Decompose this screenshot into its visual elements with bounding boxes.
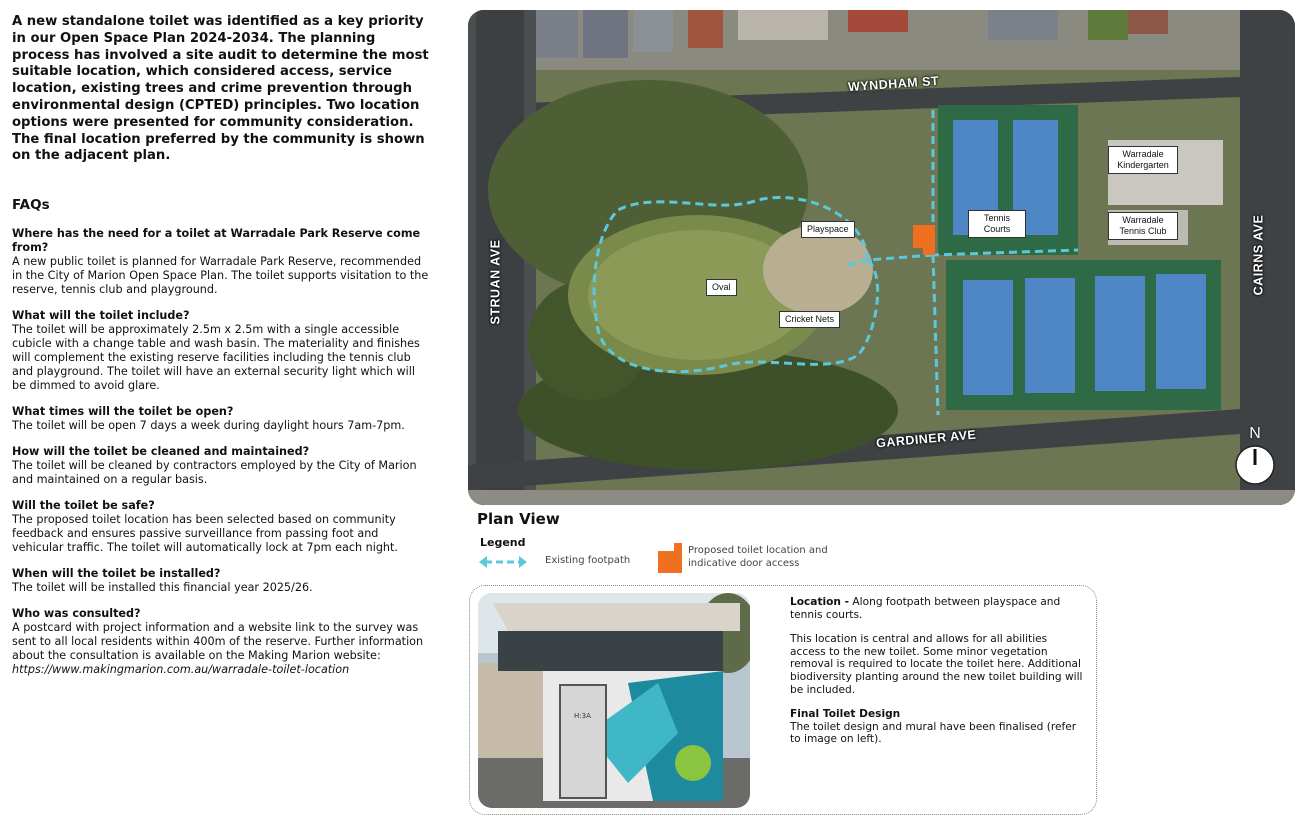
design-text: The toilet design and mural have been finalised (refer to image on left).: [790, 720, 1077, 746]
faq-answer: The toilet will be open 7 days a week during daylight hours 7am-7pm.: [12, 419, 405, 433]
location-label: Location -: [790, 596, 850, 608]
toilet-illustration: [478, 593, 750, 808]
faq-item: [12, 499, 430, 555]
location-paragraph: [790, 596, 1085, 621]
plan-view-title: Plan View: [477, 510, 560, 528]
faq-item: [12, 227, 430, 297]
road-label-cairns: CAIRNS AVE: [1251, 214, 1266, 296]
location-description: [790, 596, 1085, 758]
faq-question: Who was consulted?: [12, 607, 141, 621]
design-label: Final Toilet Design: [790, 708, 901, 721]
label-playspace: Playspace: [801, 221, 855, 238]
toilet-design-photo: [478, 593, 750, 808]
toilet-legend-icon: [658, 543, 682, 573]
faq-question: How will the toilet be cleaned and maintained?: [12, 445, 310, 459]
faq-question: Will the toilet be safe?: [12, 499, 155, 513]
central-paragraph: This location is central and allows for all abilities access to the new toilet. Some minor vegetation removal is required to locate the toilet here. Additional biodiversity planting around the new toilet building will be included.: [790, 633, 1083, 696]
label-tennis-club: Warradale Tennis Club: [1108, 212, 1178, 240]
faq-item: [12, 567, 430, 595]
label-cricket-nets: Cricket Nets: [779, 311, 840, 328]
faq-item: [12, 607, 430, 677]
faq-item: [12, 309, 430, 393]
faq-question: What times will the toilet be open?: [12, 405, 234, 419]
website-link[interactable]: https://www.makingmarion.com.au/warradale-toilet-location: [12, 663, 350, 677]
footpath-legend-icon: [479, 553, 527, 571]
left-column: [12, 14, 430, 689]
faq-answer: The proposed toilet location has been selected based on community feedback and ensures passive surveillance from passing foot and vehicular traffic. The toilet will automatically lock at 7pm each night.: [12, 513, 398, 555]
faq-question: What will the toilet include?: [12, 309, 190, 323]
location-text: Along footpath between playspace and tennis courts.: [790, 596, 1061, 621]
faq-answer: The toilet will be approximately 2.5m x 2.5m with a single accessible cubicle with a change table and wash basin. The materiality and finishes will complement the existing reserve facilities including the tennis club and playground. The toilet will have an external security light which will be dimmed to avoid glare.: [12, 323, 420, 393]
door-sign: H:3A: [574, 712, 591, 720]
road-label-gardiner: GARDINER AVE: [875, 427, 977, 451]
faq-question: Where has the need for a toilet at Warradale Park Reserve come from?: [12, 227, 421, 255]
faq-item: [12, 445, 430, 487]
legend-title: Legend: [480, 536, 526, 549]
faq-answer: The toilet will be installed this financial year 2025/26.: [12, 581, 313, 595]
faq-heading: FAQs: [12, 197, 50, 214]
compass-letter: N: [1249, 425, 1261, 442]
toilet-legend-label: Proposed toilet location and indicative door access: [688, 545, 828, 569]
faq-question: When will the toilet be installed?: [12, 567, 221, 581]
footpath-legend-label: Existing footpath: [545, 555, 631, 566]
intro-paragraph: A new standalone toilet was identified as a key priority in our Open Space Plan 2024-2034. The planning process has involved a site audit to determine the most suitable location, which considered access, service location, existing trees and crime prevention through environmental design (CPTED) principles. Two location options were presented for community consideration. The final location preferred by the community is shown on the adjacent plan.: [12, 14, 429, 164]
aerial-map: [468, 10, 1295, 505]
north-arrow-icon: [1235, 425, 1275, 495]
faq-answer: The toilet will be cleaned by contractors employed by the City of Marion and maintained on a regular basis.: [12, 459, 417, 487]
compass-dial: [1235, 443, 1275, 487]
design-paragraph: [790, 708, 1085, 746]
label-kindergarten: Warradale Kindergarten: [1108, 146, 1178, 174]
road-label-wyndham: WYNDHAM ST: [847, 73, 940, 95]
label-tennis-courts: Tennis Courts: [968, 210, 1026, 238]
faq-answer: A postcard with project information and a website link to the survey was sent to all local residents within 400m of the reserve. Further information about the consultation is available on the Making Marion website:: [12, 621, 424, 663]
faq-item: [12, 405, 430, 433]
label-oval: Oval: [706, 279, 737, 296]
faq-answer: A new public toilet is planned for Warradale Park Reserve, recommended in the City of Marion Open Space Plan. The toilet supports visitation to the reserve, tennis club and playground.: [12, 255, 429, 297]
road-label-struan: STRUAN AVE: [488, 239, 503, 325]
